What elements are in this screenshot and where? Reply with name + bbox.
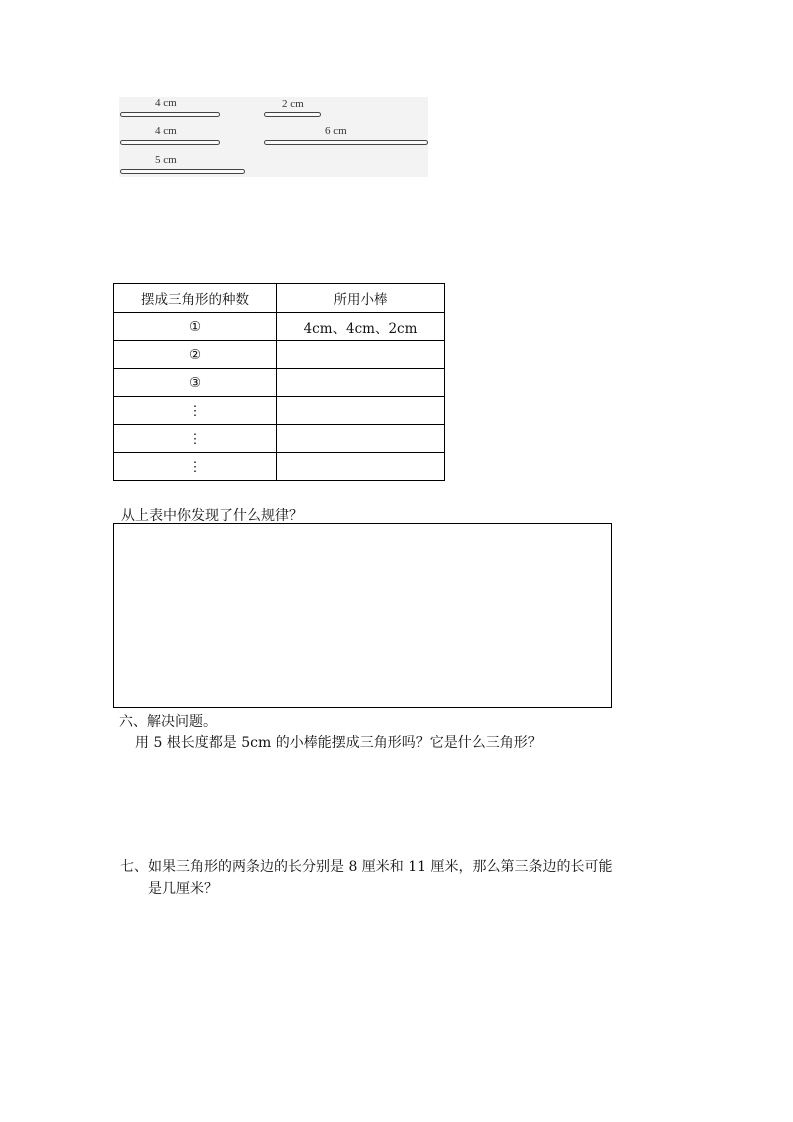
header-cell: 摆成三角形的种数: [114, 284, 277, 313]
stick: [264, 140, 428, 145]
table-cell: ①: [114, 313, 277, 341]
table-cell: ③: [114, 369, 277, 397]
stick: [120, 112, 220, 117]
section6-title: 六、解决问题。: [119, 714, 217, 730]
pattern-question: 从上表中你发现了什么规律？: [121, 508, 303, 524]
table-row: [114, 453, 445, 481]
table-cell: ⋮: [114, 453, 277, 481]
table-cell[interactable]: [277, 369, 445, 397]
table-row: [114, 313, 445, 341]
header-cell: 所用小棒: [277, 284, 445, 313]
table-row: [114, 425, 445, 453]
stick-label: 4 cm: [155, 97, 177, 109]
table-cell: ⋮: [114, 397, 277, 425]
table-cell: ②: [114, 341, 277, 369]
stick: [264, 112, 321, 117]
table-cell[interactable]: [277, 453, 445, 481]
table-header-row: [114, 284, 445, 313]
triangle-table: [113, 283, 445, 481]
section6-question: 用 5 根长度都是 5cm 的小棒能摆成三角形吗？它是什么三角形？: [135, 735, 542, 751]
table-cell[interactable]: [277, 341, 445, 369]
answer-box[interactable]: [113, 523, 612, 708]
stick: [120, 169, 245, 174]
section7-question-cont: 是几厘米？: [148, 881, 218, 897]
table-row: [114, 369, 445, 397]
stick: [120, 140, 220, 145]
stick-label: 6 cm: [325, 125, 347, 137]
section7-question: 七、如果三角形的两条边的长分别是 8 厘米和 11 厘米，那么第三条边的长可能: [120, 859, 613, 875]
stick-label: 4 cm: [155, 125, 177, 137]
table-cell[interactable]: [277, 397, 445, 425]
table-cell[interactable]: 4cm、4cm、2cm: [277, 313, 445, 341]
table-row: [114, 341, 445, 369]
table-row: [114, 397, 445, 425]
stick-label: 5 cm: [155, 154, 177, 166]
sticks-illustration: [119, 97, 428, 177]
table-cell: ⋮: [114, 425, 277, 453]
stick-label: 2 cm: [282, 98, 304, 110]
table-cell[interactable]: [277, 425, 445, 453]
